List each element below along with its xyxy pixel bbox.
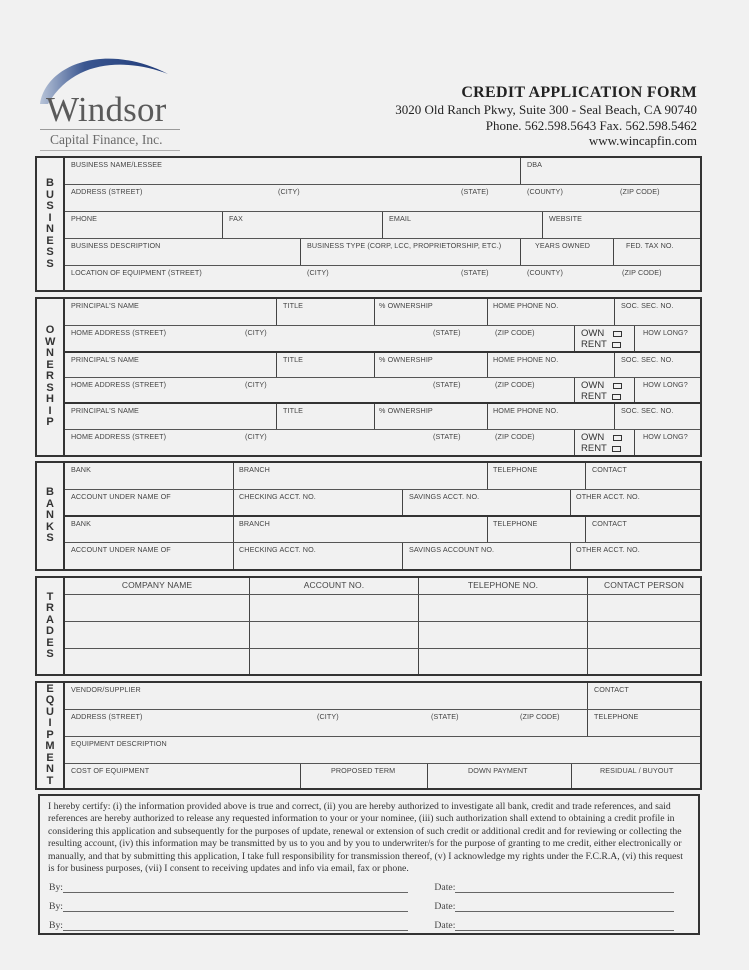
principal-3-own-checkbox[interactable]: OWN (581, 432, 622, 443)
phone-field[interactable]: PHONE (65, 212, 223, 238)
vendor-address-field[interactable]: ADDRESS (STREET) (CITY) (STATE) (ZIP CODE) (65, 710, 588, 736)
bank-2-checking-field[interactable]: CHECKING ACCT. NO. (234, 543, 403, 569)
equipment-location-field[interactable]: LOCATION OF EQUIPMENT (STREET) (CITY) (STATE) (COUNTY) (ZIP CODE) (71, 268, 662, 277)
bank-1-contact-field[interactable]: CONTACT (592, 465, 627, 474)
trade-2-contact-field[interactable] (588, 622, 700, 648)
bank-2-telephone-field[interactable]: TELEPHONE (488, 517, 586, 542)
business-side-label: BUSINESS (37, 158, 65, 290)
certification-text: I hereby certify: (i) the information provided above is true and correct, (ii) you are hereby authorized to investigate all bank, credit and trade references, and said references are hereby authorized to release any requested information to your or your nominee, (iii) such authorization shall extend to obtaining a credit profile in considering this application and subsequently for the purposes of update, renewal or extension of such credit or additional credit and for reviewing or collecting the resulting account, (iv) this information may be transmitted by us to you and by you to underwriter/s for the purpose of granting to me credit, either electronically or manually, and that by submitting this application, I take full responsibility for transmission thereof, (v) I acknowledge my rights under the F.C.R.A, (vi) this request is for business purposes, (vii) I consent to receiving updates and info via email, fax or phone. (48, 801, 683, 875)
principal-3-home-address-field[interactable]: HOME ADDRESS (STREET) (CITY) (STATE) (ZIP CODE) (65, 430, 575, 455)
principal-3-own-rent (575, 430, 635, 455)
trade-row-3 (65, 649, 700, 674)
signature-3-field[interactable] (63, 920, 408, 931)
trades-section (35, 576, 702, 676)
logo-subtitle: Capital Finance, Inc. (50, 132, 163, 147)
principal-3-home-phone-field[interactable]: HOME PHONE NO. (488, 404, 615, 429)
checkbox-icon[interactable] (613, 383, 622, 389)
cost-of-equipment-field[interactable]: COST OF EQUIPMENT (65, 764, 301, 788)
company-phone-fax: Phone. 562.598.5643 Fax. 562.598.5462 (485, 117, 697, 133)
trade-1-account-field[interactable] (250, 595, 419, 621)
principal-1-own-rent (575, 326, 635, 351)
principal-1-home-phone-field[interactable]: HOME PHONE NO. (488, 299, 615, 325)
trade-1-telephone-field[interactable] (419, 595, 588, 621)
ownership-side-label: OWNERSHIP (37, 299, 65, 455)
principal-2-own-rent (575, 378, 635, 402)
checkbox-icon[interactable] (612, 342, 621, 348)
checkbox-icon[interactable] (613, 331, 622, 337)
trade-1-company-field[interactable] (65, 595, 250, 621)
certification-section (38, 794, 700, 935)
trade-2-telephone-field[interactable] (419, 622, 588, 648)
form-title: CREDIT APPLICATION FORM (461, 84, 697, 101)
trade-2-company-field[interactable] (65, 622, 250, 648)
trade-row-1 (65, 595, 700, 622)
principal-1-rent-checkbox[interactable]: RENT (581, 339, 622, 350)
trade-3-account-field[interactable] (250, 649, 419, 674)
date-3-field[interactable] (455, 920, 674, 931)
trade-2-account-field[interactable] (250, 622, 419, 648)
proposed-term-field[interactable]: PROPOSED TERM (301, 764, 428, 788)
trade-3-contact-field[interactable] (588, 649, 700, 674)
business-type-field[interactable]: BUSINESS TYPE (CORP, LCC, PROPRIETORSHIP, ETC.) (301, 239, 521, 265)
checkbox-icon[interactable] (613, 435, 622, 441)
trades-side-label: TRADES (37, 578, 65, 674)
company-website: www.wincapfin.com (588, 133, 697, 148)
equipment-description-field[interactable]: EQUIPMENT DESCRIPTION (71, 739, 167, 748)
col-company-name: COMPANY NAME (65, 578, 250, 594)
vendor-telephone-field[interactable]: TELEPHONE (594, 712, 639, 721)
equipment-side-label: EQUIPMENT (37, 683, 65, 788)
bank-1-telephone-field[interactable]: TELEPHONE (488, 463, 586, 489)
fed-tax-no-field[interactable]: FED. TAX NO. (626, 241, 674, 250)
logo-name: Windsor (46, 90, 167, 129)
business-section (35, 156, 702, 292)
bank-2-contact-field[interactable]: CONTACT (592, 519, 627, 528)
bank-1-other-acct-field[interactable]: OTHER ACCT. NO. (576, 492, 640, 501)
ownership-section (35, 297, 702, 457)
principal-2-name-field[interactable]: PRINCIPAL'S NAME (65, 353, 277, 377)
principal-2-rent-checkbox[interactable]: RENT (581, 391, 622, 402)
dba-field[interactable]: DBA (527, 160, 543, 169)
signature-2-field[interactable] (63, 901, 408, 912)
col-account-no: ACCOUNT NO. (250, 578, 419, 594)
signature-row-2: By: Date: (49, 901, 674, 912)
principal-2-ssn-field[interactable]: SOC. SEC. NO. (621, 355, 674, 364)
trade-3-telephone-field[interactable] (419, 649, 588, 674)
bank-1-account-name-field[interactable]: ACCOUNT UNDER NAME OF (65, 490, 234, 515)
trade-3-company-field[interactable] (65, 649, 250, 674)
col-telephone-no: TELEPHONE NO. (419, 578, 588, 594)
vendor-contact-field[interactable]: CONTACT (594, 685, 629, 694)
business-name-field[interactable]: BUSINESS NAME/LESSEE (65, 158, 521, 184)
principal-2-own-checkbox[interactable]: OWN (581, 380, 622, 391)
bank-1-savings-field[interactable]: SAVINGS ACCT. NO. (403, 490, 571, 515)
business-address-field[interactable]: ADDRESS (STREET) (CITY) (STATE) (COUNTY) (ZIP CODE) (71, 187, 660, 196)
bank-1-checking-field[interactable]: CHECKING ACCT. NO. (234, 490, 403, 515)
residual-buyout-field[interactable]: RESIDUAL / BUYOUT (600, 766, 674, 775)
business-description-field[interactable]: BUSINESS DESCRIPTION (65, 239, 301, 265)
bank-1-branch-field[interactable]: BRANCH (234, 463, 488, 489)
years-owned-field[interactable]: YEARS OWNED (521, 239, 614, 265)
company-address: 3020 Old Ranch Pkwy, Suite 300 - Seal Beach, CA 90740 (395, 102, 697, 117)
banks-section (35, 461, 702, 571)
trades-header-row (65, 578, 700, 595)
equipment-section (35, 681, 702, 790)
principal-1-ownership-field[interactable]: % OWNERSHIP (375, 299, 488, 325)
trade-row-2 (65, 622, 700, 649)
logo-rule (40, 150, 180, 151)
principal-3-title-field[interactable]: TITLE (277, 404, 375, 429)
col-contact-person: CONTACT PERSON (604, 580, 684, 590)
fax-field[interactable]: FAX (223, 212, 383, 238)
bank-2-other-acct-field[interactable]: OTHER ACCT. NO. (576, 545, 640, 554)
principal-2-how-long-field[interactable]: HOW LONG? (643, 380, 688, 389)
checkbox-icon[interactable] (612, 446, 621, 452)
email-field[interactable]: EMAIL (383, 212, 543, 238)
checkbox-icon[interactable] (612, 394, 621, 400)
logo-rule (40, 129, 180, 130)
vendor-supplier-field[interactable]: VENDOR/SUPPLIER (65, 683, 588, 709)
signature-row-1: By: Date: (49, 882, 674, 893)
principal-2-ownership-field[interactable]: % OWNERSHIP (375, 353, 488, 377)
trade-1-contact-field[interactable] (588, 595, 700, 621)
principal-3-ssn-field[interactable]: SOC. SEC. NO. (621, 406, 674, 415)
principal-1-how-long-field[interactable]: HOW LONG? (643, 328, 688, 337)
principal-3-how-long-field[interactable]: HOW LONG? (643, 432, 688, 441)
principal-2-title-field[interactable]: TITLE (277, 353, 375, 377)
principal-1-title-field[interactable]: TITLE (277, 299, 375, 325)
principal-1-name-field[interactable]: PRINCIPAL'S NAME (65, 299, 277, 325)
bank-2-account-name-field[interactable]: ACCOUNT UNDER NAME OF (65, 543, 234, 569)
principal-2-home-phone-field[interactable]: HOME PHONE NO. (488, 353, 615, 377)
bank-2-name-field[interactable]: BANK (65, 517, 234, 542)
website-field[interactable]: WEBSITE (549, 214, 583, 223)
bank-2-savings-field[interactable]: SAVINGS ACCOUNT NO. (403, 543, 571, 569)
principal-1-own-checkbox[interactable]: OWN (581, 328, 622, 339)
date-1-field[interactable] (455, 882, 674, 893)
banks-side-label: BANKS (37, 463, 65, 569)
company-logo (36, 46, 176, 146)
bank-2-branch-field[interactable]: BRANCH (234, 517, 488, 542)
form-header (395, 84, 697, 149)
principal-3-name-field[interactable]: PRINCIPAL'S NAME (65, 404, 277, 429)
signature-1-field[interactable] (63, 882, 408, 893)
principal-3-ownership-field[interactable]: % OWNERSHIP (375, 404, 488, 429)
date-2-field[interactable] (455, 901, 674, 912)
down-payment-field[interactable]: DOWN PAYMENT (428, 764, 572, 788)
bank-1-name-field[interactable]: BANK (65, 463, 234, 489)
signature-row-3: By: Date: (49, 920, 674, 931)
principal-3-rent-checkbox[interactable]: RENT (581, 443, 622, 454)
principal-1-ssn-field[interactable]: SOC. SEC. NO. (621, 301, 674, 310)
principal-2-home-address-field[interactable]: HOME ADDRESS (STREET) (CITY) (STATE) (ZIP CODE) (65, 378, 575, 402)
principal-1-home-address-field[interactable]: HOME ADDRESS (STREET) (CITY) (STATE) (ZIP CODE) (65, 326, 575, 351)
